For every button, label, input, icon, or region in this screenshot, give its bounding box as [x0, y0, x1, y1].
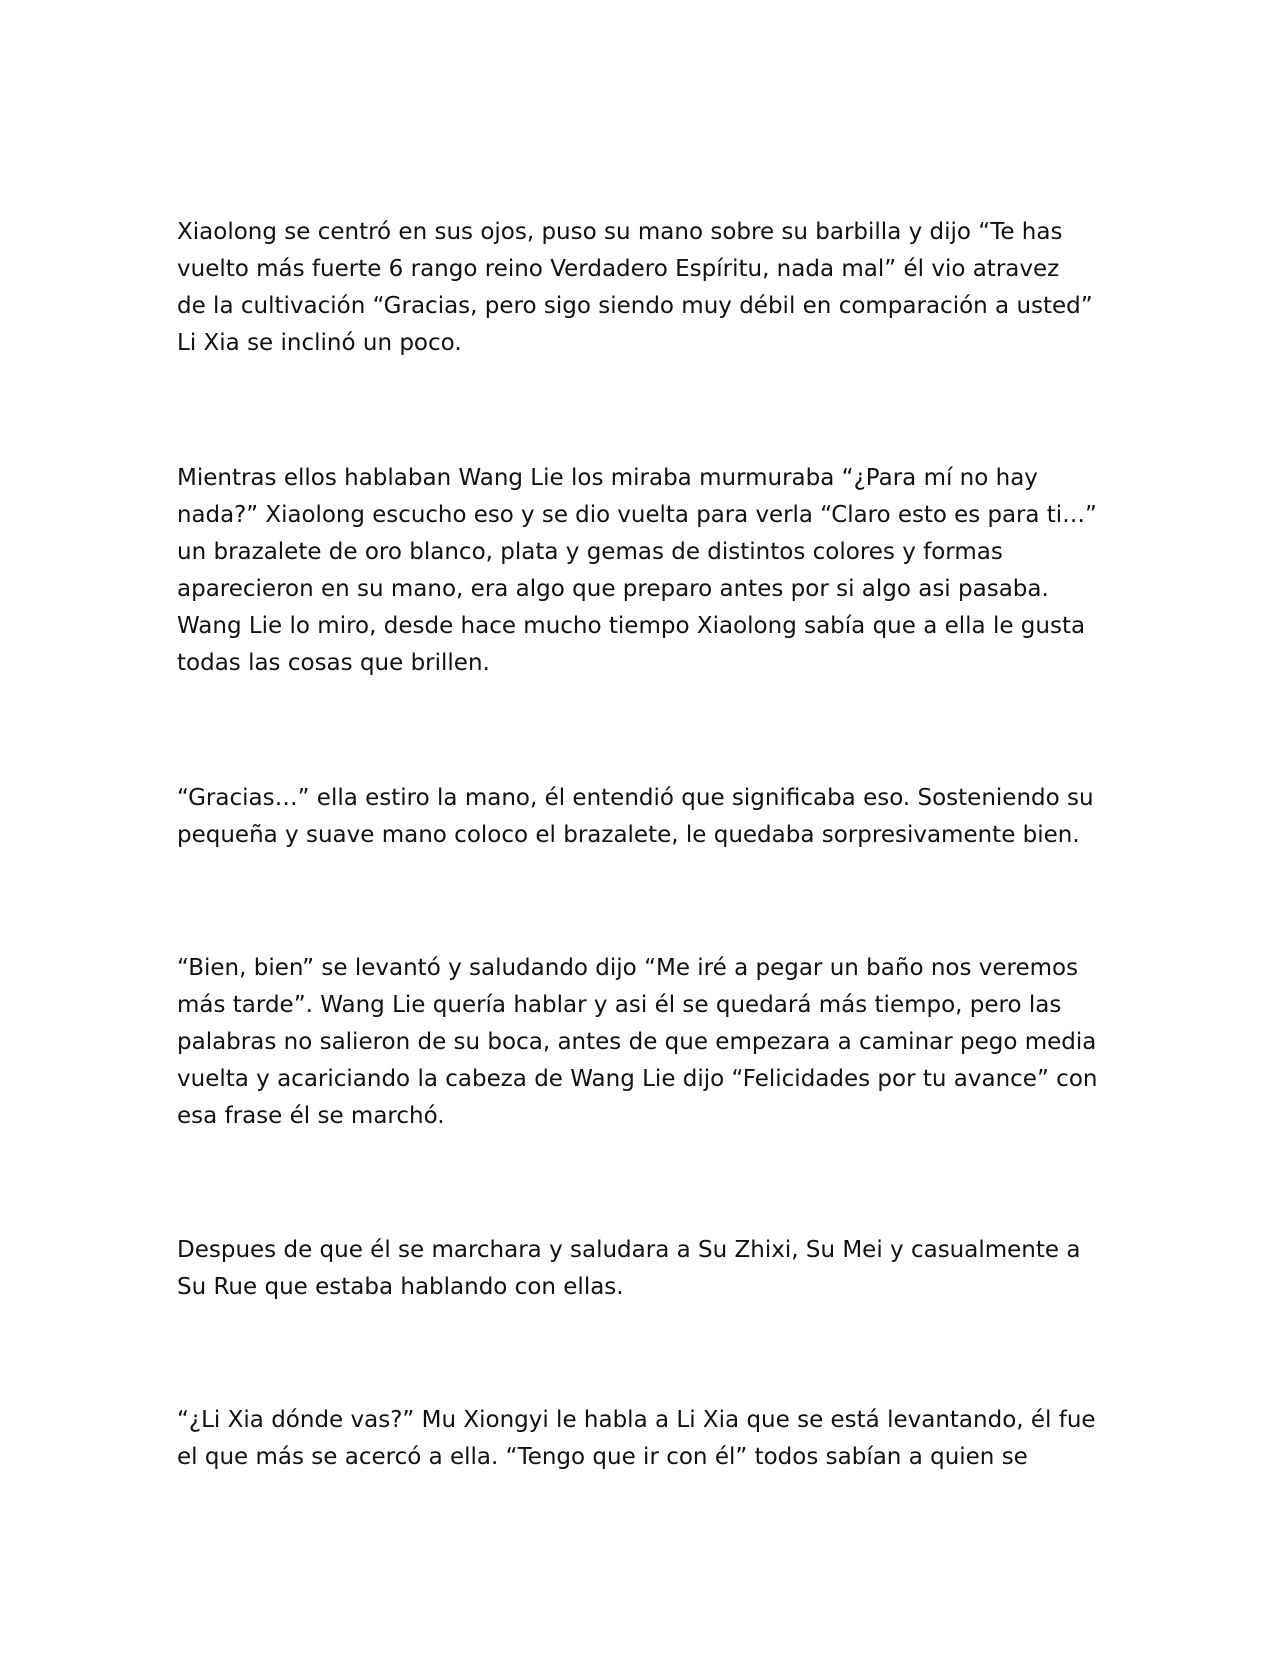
paragraph-line: esa frase él se marchó. [177, 1103, 445, 1129]
paragraph-line: Despues de que él se marchara y saludara a Su Zhixi, Su Mei y casualmente a [177, 1237, 1081, 1263]
paragraph-4 [177, 950, 1097, 1135]
paragraph-line: el que más se acercó a ella. “Tengo que ir con él” todos sabían a quien se [177, 1444, 1028, 1470]
paragraph-line: Li Xia se inclinó un poco. [177, 330, 462, 356]
paragraph-line: aparecieron en su mano, era algo que preparo antes por si algo asi pasaba. [177, 576, 1049, 602]
paragraph-line: “Bien, bien” se levantó y saludando dijo “Me iré a pegar un baño nos veremos [177, 955, 1079, 981]
paragraph-line: “¿Li Xia dónde vas?” Mu Xiongyi le habla a Li Xia que se está levantando, él fue [177, 1407, 1096, 1433]
paragraph-line: Mientras ellos hablaban Wang Lie los miraba murmuraba “¿Para mí no hay [177, 465, 1038, 491]
paragraph-line: un brazalete de oro blanco, plata y gemas de distintos colores y formas [177, 539, 1003, 565]
paragraph-2 [177, 460, 1097, 682]
paragraph-line: de la cultivación “Gracias, pero sigo siendo muy débil en comparación a usted” [177, 293, 1093, 319]
paragraph-line: más tarde”. Wang Lie quería hablar y asi él se quedará más tiempo, pero las [177, 992, 1062, 1018]
paragraph-line: Xiaolong se centró en sus ojos, puso su mano sobre su barbilla y dijo “Te has [177, 219, 1063, 245]
paragraph-line: vuelto más fuerte 6 rango reino Verdadero Espíritu, nada mal” él vio atravez [177, 256, 1060, 282]
paragraph-line: vuelta y acariciando la cabeza de Wang Lie dijo “Felicidades por tu avance” con [177, 1066, 1098, 1092]
paragraph-line: Wang Lie lo miro, desde hace mucho tiempo Xiaolong sabía que a ella le gusta [177, 613, 1086, 639]
paragraph-line: Su Rue que estaba hablando con ellas. [177, 1274, 624, 1300]
paragraph-5 [177, 1232, 1097, 1306]
paragraph-line: “Gracias…” ella estiro la mano, él entendió que significaba eso. Sosteniendo su [177, 785, 1094, 811]
paragraph-3 [177, 780, 1097, 854]
paragraph-line: nada?” Xiaolong escucho eso y se dio vuelta para verla “Claro esto es para ti…” [177, 502, 1097, 528]
paragraph-line: todas las cosas que brillen. [177, 650, 490, 676]
paragraph-6 [177, 1402, 1097, 1476]
paragraph-line: pequeña y suave mano coloco el brazalete, le quedaba sorpresivamente bien. [177, 822, 1080, 848]
paragraph-1 [177, 214, 1097, 362]
paragraph-line: palabras no salieron de su boca, antes de que empezara a caminar pego media [177, 1029, 1097, 1055]
